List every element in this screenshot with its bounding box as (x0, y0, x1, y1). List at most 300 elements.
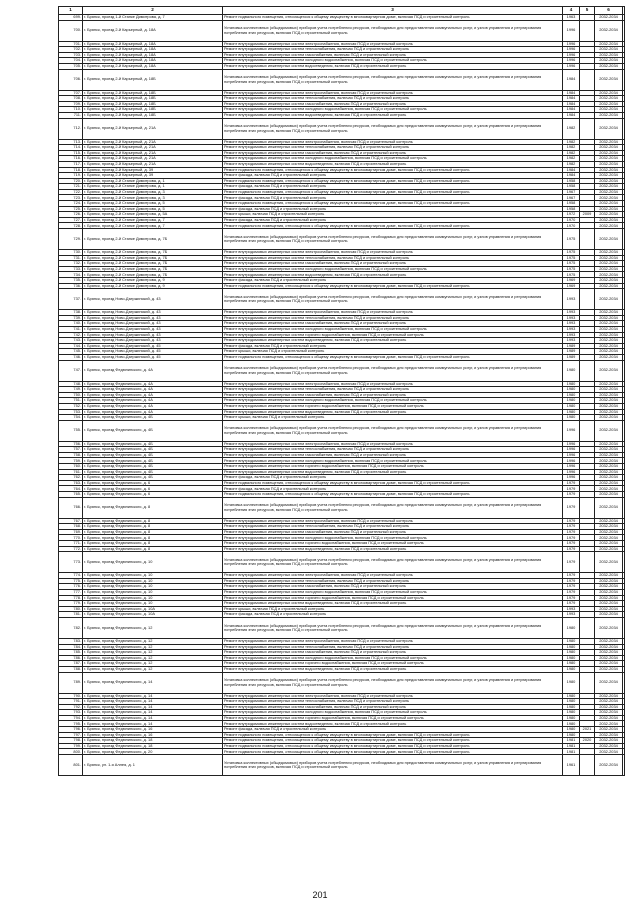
build-year-cell: 1996 (563, 464, 580, 470)
build-year-cell: 1980 (563, 710, 580, 716)
last-repair-year-cell: 2020 (580, 738, 595, 744)
build-year-cell: 1982 (563, 161, 580, 167)
address-cell: г. Брянск, проезд Федюнинского, д. 4Б (83, 420, 223, 441)
planned-period-cell: 2032-2034 (595, 392, 623, 398)
address-cell: г. Брянск, проезд 2-й Станке Димитрова, д. 7Б (83, 266, 223, 272)
address-cell: г. Брянск, проезд 2-й Карьерный, д. 18А (83, 47, 223, 53)
row-number-cell: 787. (59, 661, 83, 667)
row-number-cell: 797. (59, 732, 83, 738)
build-year-cell: 1975 (563, 266, 580, 272)
row-number-cell: 789. (59, 672, 83, 693)
row-number-cell: 752. (59, 403, 83, 409)
address-cell: г. Брянск, проезд Федюнинского, д. 8 (83, 524, 223, 530)
row-number-cell: 796. (59, 727, 83, 733)
work-type-cell: Ремонт внутридомовых инженерных систем водоотведения, включая ПСД и строительный контроль (223, 112, 563, 118)
work-type-cell: Ремонт внутридомовых инженерных систем теплоснабжения, включая ПСД и строительный контроль (223, 447, 563, 453)
row-number-cell: 745. (59, 349, 83, 355)
work-type-cell: Ремонт внутридомовых инженерных систем водоотведения, включая ПСД и строительный контроль (223, 666, 563, 672)
build-year-cell: 1980 (563, 638, 580, 644)
build-year-cell: 1975 (563, 255, 580, 261)
blank-cell (623, 118, 625, 139)
build-year-cell: 1996 (563, 458, 580, 464)
row-number-cell: 730. (59, 250, 83, 256)
build-year-cell: 1969 (563, 278, 580, 284)
blank-cell (623, 229, 625, 250)
work-type-cell: Ремонт внутридомовых инженерных систем водоотведения, включая ПСД и строительный контроль (223, 469, 563, 475)
address-cell: г. Брянск, проезд Федюнинского, д. 4Б (83, 447, 223, 453)
build-year-cell: 1984 (563, 69, 580, 90)
work-type-cell: Ремонт подвального помещения, относящегося к общему имуществу в многоквартирном доме, включая ПСД и строительный контроль (223, 283, 563, 289)
planned-period-cell: 2032-2034 (595, 150, 623, 156)
build-year-cell: 1980 (563, 398, 580, 404)
planned-period-cell: 2032-2034 (595, 617, 623, 638)
build-year-cell: 1980 (563, 409, 580, 415)
build-year-cell: 1993 (563, 338, 580, 344)
work-type-cell: Ремонт внутридомовых инженерных систем электроснабжения, включая ПСД и строительный контроль (223, 250, 563, 256)
build-year-cell: 1984 (563, 96, 580, 102)
build-year-cell: 1979 (563, 541, 580, 547)
row-number-cell: 706. (59, 69, 83, 90)
build-year-cell: 1961 (563, 755, 580, 776)
row-number-cell: 779. (59, 601, 83, 607)
work-type-cell: Ремонт внутридомовых инженерных систем электроснабжения, включая ПСД и строительный контроль (223, 573, 563, 579)
table-row (59, 289, 625, 310)
address-cell: г. Брянск, проезд 2-й Станке Димитрова, д. 1 (83, 178, 223, 184)
build-year-cell: 1982 (563, 150, 580, 156)
row-number-cell: 727. (59, 217, 83, 223)
address-cell: г. Брянск, проезд Ново-Дзержинский, д. 43 (83, 310, 223, 316)
work-type-cell: Ремонт крыши, включая ПСД и строительный контроль (223, 606, 563, 612)
work-type-cell: Ремонт фасада, включая ПСД и строительный контроль (223, 206, 563, 212)
work-type-cell: Ремонт фасада, включая ПСД и строительный контроль (223, 217, 563, 223)
row-number-cell: 791. (59, 699, 83, 705)
work-type-cell: Ремонт фасада, включая ПСД и строительный контроль (223, 612, 563, 618)
build-year-cell: 1975 (563, 229, 580, 250)
planned-period-cell: 2032-2034 (595, 69, 623, 90)
planned-period-cell: 2032-2034 (595, 749, 623, 755)
address-cell: г. Брянск, проезд 2-й Карьерный, д. 18А (83, 41, 223, 47)
work-type-cell: Ремонт фасада, включая ПСД и строительный контроль (223, 727, 563, 733)
row-number-cell: 702. (59, 47, 83, 53)
work-type-cell: Ремонт внутридомовых инженерных систем электроснабжения, включая ПСД и строительный контроль (223, 693, 563, 699)
row-number-cell: 773. (59, 552, 83, 573)
planned-period-cell: 2032-2034 (595, 289, 623, 310)
last-repair-year-cell (580, 69, 595, 90)
row-number-cell: 785. (59, 650, 83, 656)
build-year-cell: 1982 (563, 156, 580, 162)
planned-period-cell: 2032-2034 (595, 458, 623, 464)
address-cell: г. Брянск, проезд Федюнинского, д. 4Б (83, 415, 223, 421)
work-type-cell: Установка коллективных (общедомовых) приборов учета потребления ресурсов, необходимых для предоставления коммунальных услуг, и узлов управления и регулирования потребления этих ресурсов, включая ПСД и строительный контроль (223, 497, 563, 518)
address-cell: г. Брянск, проезд 2-й Станке Димитрова, д. 5 (83, 201, 223, 207)
planned-period-cell: 2032-2034 (595, 167, 623, 173)
row-number-cell: 712. (59, 118, 83, 139)
address-cell: г. Брянск, проезд Федюнинского, д. 4А (83, 387, 223, 393)
build-year-cell: 1979 (563, 601, 580, 607)
build-year-cell: 1975 (563, 261, 580, 267)
planned-period-cell: 2032-2034 (595, 184, 623, 190)
planned-period-cell: 2032-2034 (595, 139, 623, 145)
planned-period-cell: 2032-2034 (595, 332, 623, 338)
build-year-cell: 1969 (563, 283, 580, 289)
address-cell: г. Брянск, проезд 2-й Станке Димитрова, д. 3 (83, 195, 223, 201)
planned-period-cell: 2032-2034 (595, 63, 623, 69)
row-number-cell: 708. (59, 96, 83, 102)
row-number-cell: 720. (59, 178, 83, 184)
column-header: 2 (83, 7, 223, 15)
address-cell: г. Брянск, проезд Ново-Дзержинский, д. 43 (83, 332, 223, 338)
row-number-cell: 715. (59, 150, 83, 156)
build-year-cell: 1982 (563, 139, 580, 145)
address-cell: г. Брянск, проезд Федюнинского, д. 4Б (83, 458, 223, 464)
build-year-cell: 1996 (563, 58, 580, 64)
planned-period-cell: 2032-2034 (595, 321, 623, 327)
address-cell: г. Брянск, проезд Федюнинского, д. 4Б (83, 475, 223, 481)
planned-period-cell: 2032-2034 (595, 469, 623, 475)
build-year-cell: 1979 (563, 584, 580, 590)
address-cell: г. Брянск, проезд Федюнинского, д. 18 (83, 738, 223, 744)
table-row (59, 420, 625, 441)
row-number-cell: 709. (59, 101, 83, 107)
work-type-cell: Ремонт подвального помещения, относящегося к общему имуществу в многоквартирном доме, включая ПСД и строительный контроль (223, 223, 563, 229)
build-year-cell: 1972 (563, 212, 580, 218)
address-cell: г. Брянск, проезд Федюнинского, д. 8 (83, 535, 223, 541)
work-type-cell: Ремонт фасада, включая ПСД и строительный контроль (223, 486, 563, 492)
planned-period-cell: 2032-2034 (595, 229, 623, 250)
build-year-cell: 1996 (563, 20, 580, 41)
build-year-cell: 1980 (563, 704, 580, 710)
planned-period-cell: 2032-2034 (595, 52, 623, 58)
build-year-cell: 1989 (563, 354, 580, 360)
planned-period-cell: 2032-2034 (595, 15, 623, 21)
address-cell: г. Брянск, проезд Ново-Дзержинский, д. 45 (83, 343, 223, 349)
address-cell: г. Брянск, проезд 2-й Карьерный, д. 39 (83, 167, 223, 173)
build-year-cell: 1984 (563, 173, 580, 179)
address-cell: г. Брянск, проезд Федюнинского, д. 10 (83, 584, 223, 590)
row-number-cell: 760. (59, 464, 83, 470)
build-year-cell: 1989 (563, 349, 580, 355)
last-repair-year-cell: 2021 (580, 727, 595, 733)
row-number-cell: 777. (59, 589, 83, 595)
last-repair-year-cell (580, 420, 595, 441)
build-year-cell: 1980 (563, 693, 580, 699)
planned-period-cell: 2032-2034 (595, 145, 623, 151)
planned-period-cell: 2032-2034 (595, 255, 623, 261)
address-cell: г. Брянск, проезд Федюнинского, д. 4А (83, 381, 223, 387)
table-row (59, 69, 625, 90)
work-type-cell: Установка коллективных (общедомовых) приборов учета потребления ресурсов, необходимых для предоставления коммунальных услуг, и узлов управления и регулирования потребления этих ресурсов, включая ПСД и строительный контроль (223, 69, 563, 90)
planned-period-cell: 2032-2034 (595, 589, 623, 595)
row-number-cell: 699. (59, 15, 83, 21)
build-year-cell: 1996 (563, 41, 580, 47)
work-type-cell: Ремонт внутридомовых инженерных систем теплоснабжения, включая ПСД и строительный контроль (223, 96, 563, 102)
work-type-cell: Установка коллективных (общедомовых) приборов учета потребления ресурсов, необходимых для предоставления коммунальных услуг, и узлов управления и регулирования потребления этих ресурсов, включая ПСД и строительный контроль (223, 229, 563, 250)
row-number-cell: 770. (59, 535, 83, 541)
table-row (59, 617, 625, 638)
planned-period-cell: 2032-2034 (595, 338, 623, 344)
planned-period-cell: 2032-2034 (595, 58, 623, 64)
row-number-cell: 704. (59, 58, 83, 64)
build-year-cell: 1980 (563, 617, 580, 638)
work-type-cell: Ремонт внутридомовых инженерных систем теплоснабжения, включая ПСД и строительный контроль (223, 255, 563, 261)
planned-period-cell: 2032-2034 (595, 101, 623, 107)
row-number-cell: 717. (59, 161, 83, 167)
work-type-cell: Ремонт фасада, включая ПСД и строительный контроль (223, 184, 563, 190)
last-repair-year-cell (580, 755, 595, 776)
planned-period-cell: 2032-2034 (595, 112, 623, 118)
build-year-cell: 1979 (563, 578, 580, 584)
address-cell: г. Брянск, проезд Федюнинского, д. 14 (83, 721, 223, 727)
work-type-cell: Ремонт подвального помещения, относящегося к общему имуществу в многоквартирном доме, включая ПСД и строительный контроль (223, 749, 563, 755)
table-row (59, 497, 625, 518)
build-year-cell: 1980 (563, 387, 580, 393)
build-year-cell: 1975 (563, 272, 580, 278)
work-type-cell: Ремонт внутридомовых инженерных систем горячего водоснабжения, включая ПСД и строительный контроль (223, 464, 563, 470)
row-number-cell: 761. (59, 469, 83, 475)
address-cell: г. Брянск, проезд Федюнинского, д. 4А (83, 403, 223, 409)
address-cell: г. Брянск, проезд 2-й Карьерный, д. 18А (83, 20, 223, 41)
planned-period-cell: 2032-2034 (595, 601, 623, 607)
row-number-cell: 756. (59, 441, 83, 447)
work-type-cell: Ремонт подвального помещения, относящегося к общему имуществу в многоквартирном доме, включая ПСД и строительный контроль (223, 178, 563, 184)
work-type-cell: Ремонт внутридомовых инженерных систем электроснабжения, включая ПСД и строительный контроль (223, 638, 563, 644)
build-year-cell: 1980 (563, 721, 580, 727)
work-type-cell: Ремонт внутридомовых инженерных систем теплоснабжения, включая ПСД и строительный контроль (223, 315, 563, 321)
row-number-cell: 774. (59, 573, 83, 579)
work-type-cell: Ремонт внутридомовых инженерных систем газоснабжения, включая ПСД и строительный контроль (223, 101, 563, 107)
work-type-cell: Установка коллективных (общедомовых) приборов учета потребления ресурсов, необходимых для предоставления коммунальных услуг, и узлов управления и регулирования потребления этих ресурсов, включая ПСД и строительный контроль (223, 672, 563, 693)
work-type-cell: Ремонт внутридомовых инженерных систем водоотведения, включая ПСД и строительный контроль (223, 546, 563, 552)
address-cell: г. Брянск, проезд 2-й Карьерный, д. 18Б (83, 90, 223, 96)
row-number-cell: 739. (59, 315, 83, 321)
planned-period-cell: 2032-2034 (595, 261, 623, 267)
work-type-cell: Ремонт внутридомовых инженерных систем газоснабжения, включая ПСД и строительный контроль (223, 704, 563, 710)
address-cell: г. Брянск, проезд 2-й Карьерный, д. 18Б (83, 107, 223, 113)
row-number-cell: 722. (59, 189, 83, 195)
address-cell: г. Брянск, проезд Федюнинского, д. 16 (83, 727, 223, 733)
build-year-cell: 1975 (563, 250, 580, 256)
work-type-cell: Ремонт внутридомовых инженерных систем теплоснабжения, включая ПСД и строительный контроль (223, 145, 563, 151)
build-year-cell: 1981 (563, 749, 580, 755)
work-type-cell: Ремонт внутридомовых инженерных систем теплоснабжения, включая ПСД и строительный контроль (223, 644, 563, 650)
work-type-cell: Ремонт внутридомовых инженерных систем газоснабжения, включая ПСД и строительный контроль (223, 321, 563, 327)
build-year-cell: 1958 (563, 178, 580, 184)
build-year-cell: 1996 (563, 52, 580, 58)
blank-cell (623, 617, 625, 638)
planned-period-cell: 2032-2034 (595, 223, 623, 229)
page-number: 201 (312, 890, 328, 900)
row-number-cell: 793. (59, 710, 83, 716)
work-type-cell: Ремонт подвального помещения, относящегося к общему имуществу в многоквартирном доме, включая ПСД и строительный контроль (223, 738, 563, 744)
work-type-cell: Ремонт подвального помещения, относящегося к общему имуществу в многоквартирном доме, включая ПСД и строительный контроль (223, 201, 563, 207)
planned-period-cell: 2032-2034 (595, 578, 623, 584)
address-cell: г. Брянск, проезд Федюнинского, д. 10 (83, 589, 223, 595)
work-type-cell: Ремонт внутридомовых инженерных систем газоснабжения, включая ПСД и строительный контроль (223, 584, 563, 590)
row-number-cell: 792. (59, 704, 83, 710)
row-number-cell: 771. (59, 541, 83, 547)
build-year-cell: 1979 (563, 480, 580, 486)
build-year-cell: 1958 (563, 184, 580, 190)
build-year-cell: 1980 (563, 415, 580, 421)
address-cell: г. Брянск, проезд 2-й Станке Димитрова, д. 5А (83, 212, 223, 218)
build-year-cell: 1979 (563, 573, 580, 579)
address-cell: г. Брянск, проезд Федюнинского, д. 12 (83, 666, 223, 672)
address-cell: г. Брянск, проезд Федюнинского, д. 10 (83, 552, 223, 573)
planned-period-cell: 2032-2034 (595, 156, 623, 162)
address-cell: г. Брянск, проезд 1-й Станке Димитрова, д. 7 (83, 15, 223, 21)
planned-period-cell: 2032-2034 (595, 650, 623, 656)
work-type-cell: Ремонт подвального помещения, относящегося к общему имуществу в многоквартирном доме, включая ПСД и строительный контроль (223, 732, 563, 738)
work-type-cell: Ремонт внутридомовых инженерных систем водоотведения, включая ПСД и строительный контроль (223, 601, 563, 607)
work-type-cell: Ремонт внутридомовых инженерных систем теплоснабжения, включая ПСД и строительный контроль (223, 578, 563, 584)
planned-period-cell: 2032-2034 (595, 644, 623, 650)
row-number-cell: 711. (59, 112, 83, 118)
row-number-cell: 801. (59, 755, 83, 776)
build-year-cell: 1980 (563, 666, 580, 672)
blank-cell (623, 497, 625, 518)
planned-period-cell: 2032-2034 (595, 118, 623, 139)
work-type-cell: Ремонт подвального помещения, относящегося к общему имуществу в многоквартирном доме, включая ПСД и строительный контроль (223, 189, 563, 195)
row-number-cell: 725. (59, 206, 83, 212)
row-number-cell: 767. (59, 518, 83, 524)
last-repair-year-cell (580, 360, 595, 381)
planned-period-cell: 2032-2034 (595, 497, 623, 518)
build-year-cell: 1993 (563, 326, 580, 332)
planned-period-cell: 2032-2034 (595, 721, 623, 727)
build-year-cell: 1979 (563, 546, 580, 552)
address-cell: г. Брянск, проезд 2-й Карьерный, д. 18Б (83, 101, 223, 107)
address-cell: г. Брянск, проезд Федюнинского, д. 4А (83, 360, 223, 381)
planned-period-cell: 2032-2034 (595, 584, 623, 590)
build-year-cell: 1967 (563, 189, 580, 195)
address-cell: г. Брянск, проезд 2-й Карьерный, д. 18Б (83, 96, 223, 102)
planned-period-cell: 2032-2034 (595, 381, 623, 387)
work-type-cell: Ремонт внутридомовых инженерных систем водоотведения, включая ПСД и строительный контроль (223, 721, 563, 727)
address-cell: г. Брянск, проезд 2-й Станке Димитрова, д. 7 (83, 217, 223, 223)
planned-period-cell: 2032-2034 (595, 475, 623, 481)
row-number-cell: 716. (59, 156, 83, 162)
column-header: 4 (563, 7, 580, 15)
work-type-cell: Установка коллективных (общедомовых) приборов учета потребления ресурсов, необходимых для предоставления коммунальных услуг, и узлов управления и регулирования потребления этих ресурсов, включая ПСД и строительный контроль (223, 289, 563, 310)
work-type-cell: Ремонт внутридомовых инженерных систем газоснабжения, включая ПСД и строительный контроль (223, 452, 563, 458)
row-number-cell: 790. (59, 693, 83, 699)
work-type-cell: Ремонт внутридомовых инженерных систем газоснабжения, включая ПСД и строительный контроль (223, 529, 563, 535)
build-year-cell: 1980 (563, 727, 580, 733)
planned-period-cell: 2032-2034 (595, 278, 623, 284)
planned-period-cell: 2032-2034 (595, 535, 623, 541)
row-number-cell: 782. (59, 617, 83, 638)
work-type-cell: Ремонт подвального помещения, относящегося к общему имуществу в многоквартирном доме, включая ПСД и строительный контроль (223, 354, 563, 360)
work-type-cell: Ремонт крыши, включая ПСД и строительный контроль (223, 349, 563, 355)
column-number-row (59, 7, 625, 15)
planned-period-cell: 2032-2034 (595, 206, 623, 212)
build-year-cell: 1979 (563, 518, 580, 524)
planned-period-cell: 2032-2034 (595, 107, 623, 113)
planned-period-cell: 2032-2034 (595, 606, 623, 612)
build-year-cell: 1982 (563, 118, 580, 139)
planned-period-cell: 2032-2034 (595, 524, 623, 530)
planned-period-cell: 2032-2034 (595, 715, 623, 721)
last-repair-year-cell (580, 20, 595, 41)
row-number-cell: 732. (59, 261, 83, 267)
housing-repair-table (58, 6, 625, 776)
build-year-cell: 1980 (563, 661, 580, 667)
planned-period-cell: 2032-2034 (595, 727, 623, 733)
row-number-cell: 735. (59, 278, 83, 284)
work-type-cell: Ремонт внутридомовых инженерных систем электроснабжения, включая ПСД и строительный контроль (223, 441, 563, 447)
planned-period-cell: 2032-2034 (595, 315, 623, 321)
address-cell: г. Брянск, проезд Федюнинского, д. 10 (83, 573, 223, 579)
column-header: 5 (580, 7, 595, 15)
build-year-cell: 1980 (563, 644, 580, 650)
blank-cell (623, 20, 625, 41)
row-number-cell: 729. (59, 229, 83, 250)
planned-period-cell: 2032-2034 (595, 492, 623, 498)
row-number-cell: 737. (59, 289, 83, 310)
work-type-cell: Ремонт внутридомовых инженерных систем электроснабжения, включая ПСД и строительный контроль (223, 518, 563, 524)
row-number-cell: 738. (59, 310, 83, 316)
build-year-cell: 1996 (563, 475, 580, 481)
build-year-cell: 1980 (563, 655, 580, 661)
build-year-cell: 1984 (563, 167, 580, 173)
address-cell: г. Брянск, проезд 2-й Станке Димитрова, д. 7Б (83, 250, 223, 256)
address-cell: г. Брянск, проезд 2-й Карьерный, д. 21А (83, 156, 223, 162)
work-type-cell: Ремонт внутридомовых инженерных систем теплоснабжения, включая ПСД и строительный контроль (223, 47, 563, 53)
work-type-cell: Ремонт внутридомовых инженерных систем горячего водоснабжения, включая ПСД и строительный контроль (223, 661, 563, 667)
planned-period-cell: 2032-2034 (595, 638, 623, 644)
address-cell: г. Брянск, проезд Федюнинского, д. 16 (83, 732, 223, 738)
build-year-cell: 1996 (563, 452, 580, 458)
planned-period-cell: 2032-2034 (595, 343, 623, 349)
row-number-cell: 728. (59, 223, 83, 229)
planned-period-cell: 2032-2034 (595, 699, 623, 705)
address-cell: г. Брянск, проезд 2-й Станке Димитрова, д. 9 (83, 283, 223, 289)
table-row (59, 229, 625, 250)
work-type-cell: Ремонт внутридомовых инженерных систем горячего водоснабжения, включая ПСД и строительный контроль (223, 332, 563, 338)
address-cell: г. Брянск, проезд Федюнинского, д. 4Б (83, 441, 223, 447)
address-cell: г. Брянск, ул. 1-я Аллея, д. 1 (83, 755, 223, 776)
address-cell: г. Брянск, проезд Ново-Дзержинский, д. 45 (83, 354, 223, 360)
planned-period-cell: 2032-2034 (595, 415, 623, 421)
row-number-cell: 755. (59, 420, 83, 441)
table-body (59, 15, 625, 776)
blank-cell (623, 289, 625, 310)
build-year-cell: 1979 (563, 486, 580, 492)
row-number-cell: 759. (59, 458, 83, 464)
work-type-cell: Ремонт подвального помещения, относящегося к общему имуществу в многоквартирном доме, включая ПСД и строительный контроль (223, 743, 563, 749)
work-type-cell: Ремонт внутридомовых инженерных систем электроснабжения, включая ПСД и строительный контроль (223, 139, 563, 145)
address-cell: г. Брянск, проезд 2-й Карьерный, д. 39 (83, 173, 223, 179)
address-cell: г. Брянск, проезд 2-й Станке Димитрова, д. 9 (83, 278, 223, 284)
address-cell: г. Брянск, проезд Федюнинского, д. 8 (83, 529, 223, 535)
planned-period-cell: 2032-2034 (595, 90, 623, 96)
last-repair-year-cell (580, 672, 595, 693)
planned-period-cell: 2032-2034 (595, 360, 623, 381)
planned-period-cell: 2032-2034 (595, 47, 623, 53)
address-cell: г. Брянск, проезд 2-й Карьерный, д. 18Б (83, 112, 223, 118)
address-cell: г. Брянск, проезд Федюнинского, д. 8 (83, 497, 223, 518)
planned-period-cell: 2032-2034 (595, 161, 623, 167)
build-year-cell: 1979 (563, 589, 580, 595)
planned-period-cell: 2032-2034 (595, 20, 623, 41)
work-type-cell: Ремонт внутридомовых инженерных систем теплоснабжения, включая ПСД и строительный контроль (223, 387, 563, 393)
work-type-cell: Ремонт внутридомовых инженерных систем холодного водоснабжения, включая ПСД и строительный контроль (223, 326, 563, 332)
address-cell: г. Брянск, проезд Федюнинского, д. 6 (83, 480, 223, 486)
build-year-cell: 1970 (563, 223, 580, 229)
blank-cell (623, 360, 625, 381)
address-cell: г. Брянск, проезд Федюнинского, д. 14 (83, 715, 223, 721)
work-type-cell: Ремонт внутридомовых инженерных систем холодного водоснабжения, включая ПСД и строительный контроль (223, 655, 563, 661)
